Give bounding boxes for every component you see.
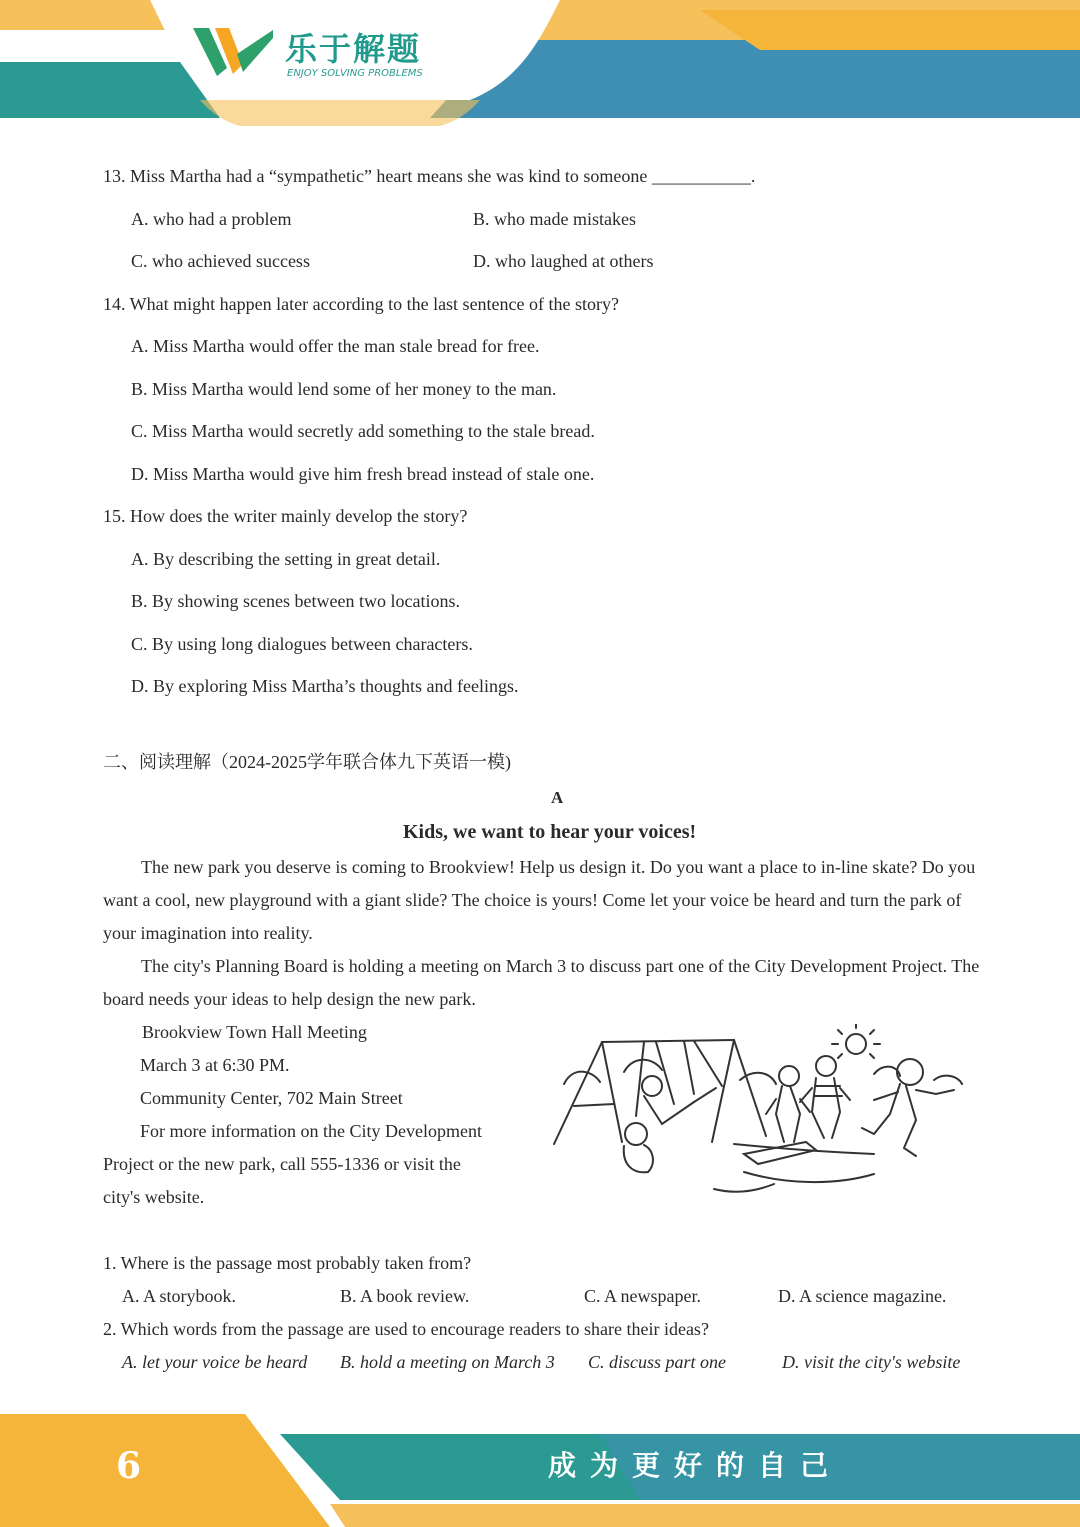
question-14-option-b: B. Miss Martha would lend some of her money to the man. bbox=[131, 379, 557, 399]
question-13-option-b: B. who made mistakes bbox=[473, 209, 636, 229]
passage-letter: A bbox=[551, 788, 564, 807]
passage-paragraph-2: The city's Planning Board is holding a meeting on March 3 to discuss part one of the City Development Project. The board needs your ideas to help design the new park. bbox=[103, 956, 980, 1009]
question-1-option-d: D. A science magazine. bbox=[778, 1286, 947, 1306]
question-14-option-c: C. Miss Martha would secretly add something to the stale bread. bbox=[131, 421, 595, 441]
question-1-option-a: A. A storybook. bbox=[122, 1286, 237, 1306]
page-number: 6 bbox=[116, 1445, 142, 1487]
footer-banner bbox=[0, 1410, 1080, 1527]
logo-tagline: ENJOY SOLVING PROBLEMS bbox=[287, 68, 423, 79]
kids-playground-sketch bbox=[544, 1024, 964, 1199]
notice-line-2: March 3 at 6:30 PM. bbox=[140, 1055, 290, 1075]
question-15-option-c: C. By using long dialogues between characters. bbox=[131, 634, 473, 654]
question-15-option-d: D. By exploring Miss Martha’s thoughts and feelings. bbox=[131, 676, 519, 696]
question-15-option-a: A. By describing the setting in great detail. bbox=[131, 549, 441, 569]
footer-slogan: 成为更好的自己 bbox=[548, 1449, 843, 1482]
notice-line-4: For more information on the City Development bbox=[140, 1121, 482, 1141]
question-1-option-b: B. A book review. bbox=[340, 1286, 470, 1306]
question-14-stem: 14. What might happen later according to the last sentence of the story? bbox=[103, 294, 619, 314]
notice-line-5: Project or the new park, call 555-1336 or visit the bbox=[103, 1154, 461, 1174]
question-13-stem: 13. Miss Martha had a “sympathetic” heart means she was kind to someone ___________. bbox=[103, 166, 756, 186]
logo-name: 乐于解题 bbox=[285, 30, 422, 68]
passage-paragraph-1: The new park you deserve is coming to Brookview! Help us design it. Do you want a place to in-line skate? Do you want a cool, new playground with a giant slide? The choice is yours! Come let your voice be heard and turn the park of your imagination into reality. bbox=[103, 857, 976, 943]
question-2-option-c: C. discuss part one bbox=[588, 1352, 727, 1372]
question-14-option-d: D. Miss Martha would give him fresh bread instead of stale one. bbox=[131, 464, 595, 484]
question-15-stem: 15. How does the writer mainly develop the story? bbox=[103, 506, 468, 526]
question-2-stem: 2. Which words from the passage are used to encourage readers to share their ideas? bbox=[103, 1319, 709, 1339]
question-1-stem: 1. Where is the passage most probably taken from? bbox=[103, 1253, 472, 1273]
notice-line-3: Community Center, 702 Main Street bbox=[140, 1088, 403, 1108]
passage-title: Kids, we want to hear your voices! bbox=[403, 821, 697, 843]
w-check-logo-icon bbox=[193, 24, 273, 80]
question-2-option-d: D. visit the city's website bbox=[782, 1352, 961, 1372]
question-13-option-a: A. who had a problem bbox=[131, 209, 292, 229]
question-14-option-a: A. Miss Martha would offer the man stale bread for free. bbox=[131, 336, 540, 356]
header-banner bbox=[0, 0, 1080, 130]
question-1-option-c: C. A newspaper. bbox=[584, 1286, 701, 1306]
question-13-option-d: D. who laughed at others bbox=[473, 251, 654, 271]
question-15-option-b: B. By showing scenes between two locations. bbox=[131, 591, 460, 611]
notice-line-1: Brookview Town Hall Meeting bbox=[142, 1022, 367, 1042]
question-2-option-a: A. let your voice be heard bbox=[122, 1352, 308, 1372]
question-13-option-c: C. who achieved success bbox=[131, 251, 310, 271]
notice-line-6: city's website. bbox=[103, 1187, 205, 1207]
question-2-option-b: B. hold a meeting on March 3 bbox=[340, 1352, 555, 1372]
section-heading: 二、阅读理解（2024-2025学年联合体九下英语一模) bbox=[103, 752, 511, 772]
